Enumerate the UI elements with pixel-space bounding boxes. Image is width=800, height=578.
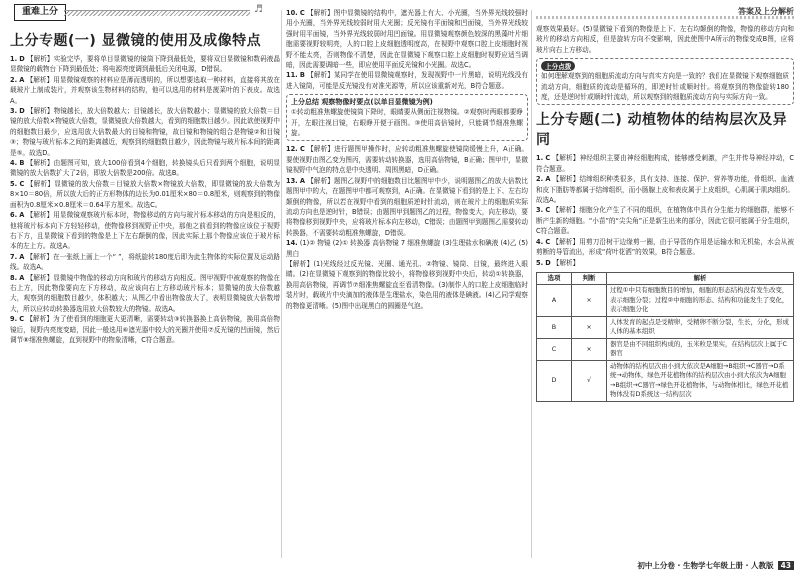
answer-explanation: 【解析】细胞分化产生了不同的组织，在植物体中具有分生能力的细胞群，能够不断产生新的细胞。“小苗”的“尖尖角”正是新生出来的部分，因此它很可能属于分生组织，C符合题意。	[536, 206, 794, 236]
question-number: 3.	[536, 206, 544, 215]
table-header: 选项	[537, 272, 572, 285]
answer-letter: A	[545, 175, 551, 184]
answer-item	[286, 144, 528, 175]
table-row	[537, 285, 794, 317]
column-divider	[531, 10, 532, 558]
answer-item	[10, 179, 280, 210]
topic1-answer-list-continued	[286, 8, 528, 311]
answer-item	[286, 238, 528, 259]
table-header: 解析	[607, 272, 794, 285]
answer-item	[10, 54, 280, 75]
answer-table	[536, 272, 794, 402]
answer-item	[10, 273, 280, 315]
answer-explanation: 【解析】结缔组织种类很多，具有支持、连接、保护、营养等功能，骨组织、血液和皮下脂肪等都属于结缔组织，而小肠腺上皮和表皮属于上皮组织，心肌属于肌肉组织。故选A。	[536, 175, 794, 205]
topic1-title: 上分专题(一) 显微镜的使用及成像特点	[10, 33, 262, 49]
question-number: 1.	[10, 55, 18, 63]
question-number: 14.	[286, 239, 298, 248]
table-cell-explain: 人体发育的起点是受精卵，受精卵不断分裂，生长，分化，形成人体的基本组织	[607, 316, 794, 338]
page-number: 43	[778, 561, 794, 570]
answer-item	[10, 252, 280, 273]
table-cell-explain: 器官是由不同组织构成的，玉米粒是果实，在结构层次上属于C器官	[607, 338, 794, 360]
tip-label: 上分点拨	[541, 61, 575, 71]
question-number: 5.	[536, 258, 544, 267]
table-cell-explain: 动物体的结构层次由小到大依次是A细胞→B组织→C器官→D系统→动物体，绿色开花植物体的结构层次由小到大依次为A细胞→B组织→C器官→绿色开花植物体，与动物体相比，绿色开花植物体没有D系统这一结构层次	[607, 360, 794, 401]
question-number: 3.	[10, 107, 18, 116]
answer-item	[10, 75, 280, 106]
table-row	[537, 360, 794, 401]
answer-letter: B	[299, 71, 305, 80]
question-number: 1.	[536, 154, 544, 163]
answer-letter: A	[19, 252, 25, 261]
answer-letter: C	[545, 237, 551, 246]
question-number: 6.	[10, 211, 18, 220]
answer-explanation: 【解析】实验完毕，要将单目显微镜的镜筒下降到最低处，要将双目显微镜和数码液晶显微镜的载物台下降到最低处；将电源亮度调到最低后关闭电源，D错误。	[10, 55, 280, 74]
summary-box	[286, 94, 528, 141]
answer-explanation: 【解析】进行题图甲操作时，应转动粗准焦螺旋使镜筒缓慢上升，A正确。要使视野由图乙变为图丙，需要转动转换器，选用高倍物镜，B正确；图甲中，显微镜视野中气泡的特点是中央透明、周围黑暗，D正确。	[286, 145, 528, 175]
table-cell-judge: ×	[572, 285, 607, 317]
lantern-icon: ♬	[254, 4, 263, 15]
topic1-answer-list	[10, 54, 280, 345]
answer-explanation: 【解析】用剪刀沿树干边缘剪一圈，由于导管的作用是运输水和无机盐，水会从被剪断的导管流出，形成“荷叶花洒”的效果，B符合题意。	[536, 237, 794, 257]
answer-item	[536, 205, 794, 236]
question-number: 4.	[536, 237, 544, 246]
answer-letter: C	[19, 179, 25, 188]
answer-explanation: 【解析】由题图可知，放大100倍看到4个细胞，转换镜头后只看到两个细胞，说明显微镜的放大倍数扩大了2倍，即放大倍数是200倍。故选B。	[10, 159, 280, 178]
answer-explanation: 【解析】(1)光线经过反光镜、光圈、通光孔、②物镜、镜筒、目镜，最终进入眼睛。(2)在显微镜下观察到的物像比较小，将物像移到视野中央后，转动①转换器，换用高倍物镜，再调节⑦细准焦螺旋直至看清物像。(3)制作人的口腔上皮细胞临时装片时，载玻片中央滴加的液体是生理盐水，染色用的液体是碘液。(4)乙同学观察的物像更清晰。(5)图中出现黑白的圆圈是气泡。	[286, 259, 528, 310]
answer-letter: D	[19, 55, 25, 63]
summary-heading: 上分总结 观察物像时要点(以单目显微镜为例)	[291, 98, 433, 107]
answer-letter: A	[19, 75, 25, 84]
answer-explanation: 【解析】	[552, 258, 580, 267]
answer-item	[536, 258, 794, 268]
table-cell-opt: C	[537, 338, 572, 360]
answer-item	[286, 70, 528, 91]
header-hatch-divider	[64, 10, 250, 16]
question-number: 2.	[10, 75, 18, 84]
answer-explanation: 【解析】题图乙视野中的细胞数目比题图甲中少，说明题图乙的放大倍数比题图甲中的大，在题图甲中都可观察到，A正确。在显微镜下看到的是上下、左右均颠倒的物像，所以若在视野中看到的细胞质逆时针流动，则在玻片上的细胞质实际流动方向也是逆时针，B错误；由题图甲到题图乙的过程，物像变大，向左移动，要将物像移到视野中央，应将玻片标本向左移动，C错误；由题图甲到题图乙需要转动转换器，不需要转动粗准焦螺旋，D错误。	[286, 176, 528, 237]
answer-explanation: 【解析】神经组织主要由神经细胞构成，能够感受刺激，产生并传导神经冲动，C符合题意。	[536, 154, 794, 173]
table-header: 判断	[572, 272, 607, 285]
tip-box	[536, 58, 794, 105]
answer-letter: A	[19, 273, 25, 282]
answer-item	[10, 106, 280, 158]
answer-explanation: 【解析】某同学在使用显微镜观察时，发现视野中一片黑暗，说明光线没有进入镜筒，可能是反光镜没有对准光源等，所以应该重新对光，B符合题意。	[286, 71, 528, 90]
table-row	[537, 338, 794, 360]
summary-text: ①转动粗准焦螺旋使镜筒下降时，眼睛要从侧面注视物镜。②观察时两眼都要睁开，左眼注视目镜，右眼睁开便于画图。③使用高倍镜时，只能调节细准焦螺旋。	[291, 108, 523, 138]
tip-text: 如何理解观察到的细胞质流动方向与真实方向是一致的？我们在显微镜下观察细胞质流动方向，细胞质的流动是循环的，即逆时针或顺时针。将观察到的物像旋转180度，还是逆时针或顺时针流动，所以观察到的细胞质流动方向与实际方向一致。	[541, 72, 789, 102]
answer-letter: C	[19, 315, 25, 324]
answer-explanation: 【解析】在一张纸上画上一个“ ”，将纸旋转180度后即为此生物体的实际位置及运动路线。故选A。	[10, 252, 280, 272]
topic2-title: 上分专题(二) 动植物体的结构层次及异同	[536, 112, 788, 149]
answer-letter: D	[19, 107, 25, 116]
answer-explanation: 【解析】物镜越长，放大倍数越大；目镜越长，放大倍数越小；显微镜的放大倍数＝目镜的放大倍数×物镜放大倍数，显微镜放大倍数越大，看到的细胞数目越少。因此欲使视野中的细胞数目最少，应选用放大倍数最大的目镜和物镜，故目镜和物镜的组合是物镜②和目镜③；物镜与玻片标本之间的距离越近，观察到的细胞数目越少，因此物镜与玻片标本间的距离是⑤。故选D。	[10, 107, 280, 157]
page-footer	[536, 560, 794, 572]
answer-item	[286, 176, 528, 238]
table-cell-opt: A	[537, 285, 572, 317]
question-number: 2.	[536, 175, 544, 184]
answer-letter: C	[299, 145, 305, 154]
right-column	[536, 8, 794, 568]
page-header-title: 答案及上分解析	[738, 7, 794, 16]
question-number: 10.	[286, 9, 298, 17]
table-cell-opt: B	[537, 316, 572, 338]
answer-explanation: 【解析】用显微镜观察玻片标本时，物像移动的方向与玻片标本移动的方向是相反的，他将玻片标本向下方轻轻移动，使物像移到视野正中央，那他之前看到的物像应该位于视野右下方，且显微镜下看到的物像是上下左右颠倒的像，因此实际上那个物像应该位于玻片标本的左上方。故选A。	[10, 211, 280, 251]
answer-item	[10, 210, 280, 252]
answer-item	[10, 314, 280, 345]
answer-letter: C	[545, 154, 551, 163]
answer-explanation: (1)② 物镜 (2)① 转换器 高倍物镜 7 细准焦螺旋 (3)生理盐水和碘液 (4)乙 (5)黑白	[286, 239, 528, 258]
answer-item	[286, 8, 528, 70]
column-divider	[281, 10, 282, 558]
answer-explanation: 【解析】显微镜的放大倍数＝目镜放大倍数×物镜放大倍数，即显微镜的放大倍数为8×10＝80倍，所以放大后的正方形物体的边长为0.01厘米×80＝0.8厘米，则观察到的物像面积为0.8厘米×0.8厘米＝0.64平方厘米。故选C。	[10, 179, 280, 209]
table-cell-opt: D	[537, 360, 572, 401]
table-cell-judge: √	[572, 360, 607, 401]
left-column	[10, 30, 280, 570]
answer-letter: B	[19, 159, 25, 168]
footer-text: 初中上分卷 · 生物学七年级上册 · 人教版	[637, 561, 774, 570]
answer-letter: A	[299, 176, 305, 185]
answer-item	[536, 153, 794, 174]
answer-explanation: 【解析】图中显微镜的结构中，遮光器上有大、小光圈，当外界光线较强时用小光圈，当外界光线较弱时用大光圈；反光镜有平面镜和凹面镜，当外界光线较强时用平面镜，当外界光线较弱时用凹面镜。用显微镜观察颜色较深的黑藻叶片细胞需要视野较明亮，人的口腔上皮细胞透明度高，在视野中观察口腔上皮细胞时视野不能太亮，否则物像不清楚，因此在显微镜下观察口腔上皮细胞时视野应适当调暗，因此需要调暗一些，即应使用平面反光镜和小光圈。故选C。	[286, 9, 528, 70]
question-number: 5.	[10, 179, 18, 188]
answer-letter: A	[19, 211, 25, 220]
question-number: 4.	[10, 159, 18, 168]
answer-letter: D	[545, 258, 551, 267]
topic1-continued-text: 观察效果最好。(5)显微镜下看到的物像是上下、左右均颠倒的物像，物像的移动方向和玻片的移动方向相反，但是旋转方向不变影响，因此使图中A所示的物像变成B图，应将玻片向右上方移动。	[536, 25, 794, 54]
question-number: 9.	[10, 315, 18, 324]
question-number: 13.	[286, 176, 298, 185]
question-number: 11.	[286, 71, 298, 80]
answer-letter: C	[545, 206, 551, 215]
answer-item	[536, 174, 794, 205]
topic2-answer-list	[536, 153, 794, 267]
table-cell-explain: 过程①中只有细胞数目的增加，细胞的形态结构没有发生改变，表示细胞分裂；过程②中细胞的形态、结构和功能发生了变化，表示细胞分化	[607, 285, 794, 317]
table-cell-judge: ×	[572, 316, 607, 338]
answer-item	[10, 158, 280, 179]
question-number: 12.	[286, 145, 298, 154]
middle-column	[286, 8, 528, 568]
answer-explanation: 【解析】显微镜中物像的移动方向和玻片的移动方向相反。图甲视野中被观察的物像在右上方，因此物像要向左下方移动，故应该向右上方移动玻片标本；显微镜的放大倍数越大，观察到的细胞数目越少，体积越大；从图乙中看出物像放大了，表明显微镜放大倍数增大，所以应转动转换器选用放大倍数较大的物镜。故选A。	[10, 273, 280, 313]
question-number: 7.	[10, 252, 18, 261]
table-row	[537, 316, 794, 338]
answer-explanation: 【解析】用显微镜观察的材料应是薄而透明的，所以想要选取一种材料，直接将其放在载玻片上制成装片，并观察该生物材料的结构，他可以选用的材料是菠菜叶的下表皮。故选A。	[10, 75, 280, 105]
answer-letter: C	[299, 9, 305, 17]
table-cell-judge: ×	[572, 338, 607, 360]
section-tag: 重难上分	[14, 4, 66, 21]
answer-explanation: 【解析】为了使看到的细胞更大更清晰，需要转动③转换器换上高倍物镜，换用高倍物镜后，视野内亮度变暗，因此一般选用⑥遮光器中较大的光圈并使用⑦反光镜的凹面镜，然后调节⑧细准焦螺旋，直到视野中的物象清晰，C符合题意。	[10, 315, 280, 344]
answer-item	[536, 237, 794, 258]
question-number: 8.	[10, 273, 18, 282]
answer-item	[286, 259, 528, 311]
